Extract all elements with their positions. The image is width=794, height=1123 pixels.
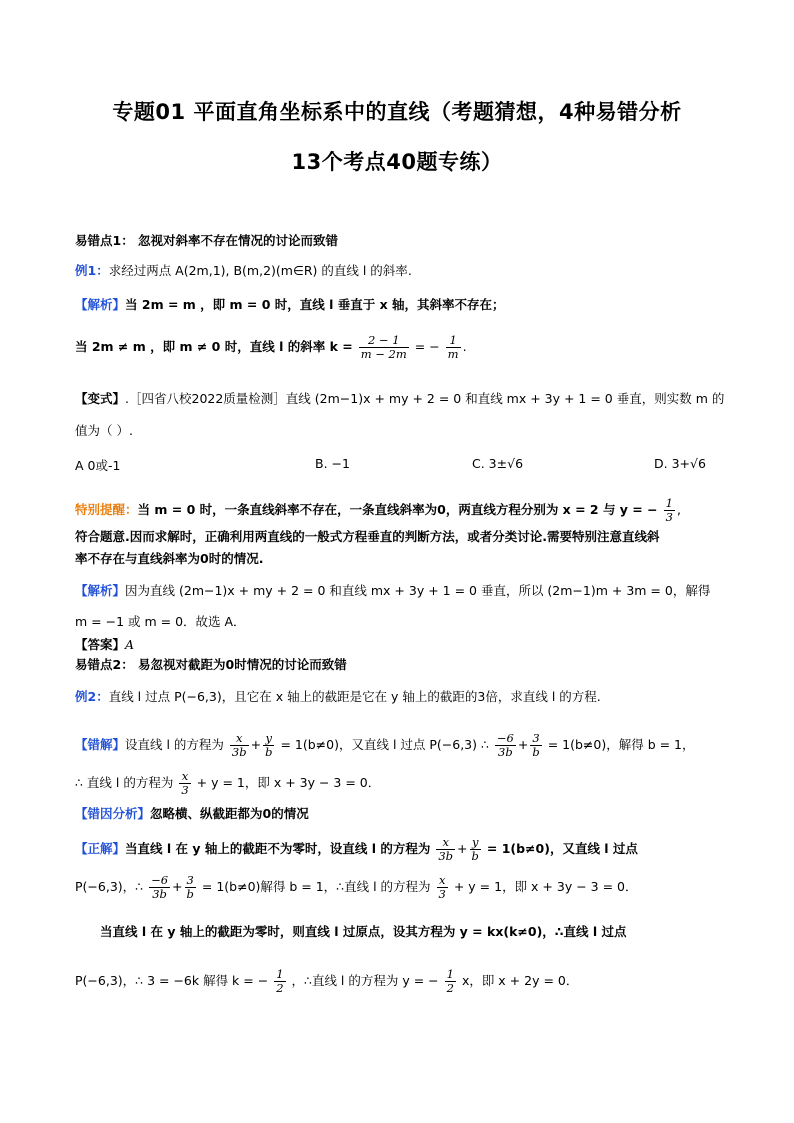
solution-1-label: 【解析】 [75, 297, 126, 312]
fraction: $\frac{3}{b}$ [532, 731, 540, 759]
solution-1-line-2: 当 2m ≠ m ，即 m ≠ 0 时，直线 l 的斜率 k = $\frac{2 - 1}{m - 2m}$ = − $\frac{1}{m}$ . [75, 333, 467, 361]
fraction: $\frac{x}{3b}$ [231, 731, 247, 759]
option-a: A 0或-1 [75, 458, 121, 473]
fraction: $\frac{1}{2}$ [446, 967, 454, 995]
fraction: $\frac{3}{b}$ [186, 873, 194, 901]
special-tip-line-1: 特别提醒：当 m = 0 时，一条直线斜率不存在，一条直线斜率为0，两直线方程分别为 x = 2 与 y = − $\frac{1}{3}$ , [75, 496, 681, 524]
solution-2-label: 【解析】 [75, 583, 126, 598]
correct-solution-line-3: 当直线 l 在 y 轴上的截距为零时，则直线 l 过原点，设其方程为 y = kx(k≠0)，∴直线 l 过点 [100, 924, 627, 939]
section-1-heading: 易错点1： 忽视对斜率不存在情况的讨论而致错 [75, 233, 339, 248]
fraction: $\frac{x}{3}$ [181, 769, 189, 797]
special-tip-label: 特别提醒： [75, 502, 138, 517]
fraction: $\frac{x}{3b}$ [438, 835, 454, 863]
example-2-label: 例2： [75, 689, 109, 704]
correct-solution-line-1: 【正解】当直线 l 在 y 轴上的截距不为零时，设直线 l 的方程为 $\frac{x}{3b}$ + $\frac{y}{b}$ = 1(b≠0)，又直线 l 过点 [75, 835, 638, 863]
option-d: D. 3+√6 [654, 456, 706, 471]
fraction: $\frac{y}{b}$ [471, 835, 479, 863]
page-title-line-1: 专题01 平面直角坐标系中的直线（考题猜想，4种易错分析 [112, 100, 682, 124]
error-cause: 【错因分析】忽略横、纵截距都为0的情况 [75, 806, 309, 821]
variant-label: 【变式】 [75, 391, 126, 406]
wrong-solution-label: 【错解】 [75, 737, 126, 752]
example-1 [75, 262, 412, 280]
wrong-solution-line-2: ∴ 直线 l 的方程为 $\frac{x}{3}$ + y = 1，即 x + 3y − 3 = 0． [75, 769, 381, 797]
example-2 [75, 688, 601, 706]
answer-label: 【答案】 [75, 637, 126, 652]
solution-2-line-2: m = −1 或 m = 0．故选 A． [75, 614, 246, 629]
fraction: $\frac{1}{2}$ [276, 967, 284, 995]
error-cause-label: 【错因分析】 [75, 806, 151, 821]
example-1-label: 例1： [75, 263, 109, 278]
fraction: $\frac{1}{m}$ [447, 333, 459, 361]
fraction: $\frac{-6}{3b}$ [496, 731, 514, 759]
fraction: $\frac{2 - 1}{m - 2m}$ [360, 333, 407, 361]
fraction: $\frac{1}{3}$ [665, 496, 673, 524]
wrong-solution-line-1: 【错解】设直线 l 的方程为 $\frac{x}{3b}$ + $\frac{y}{b}$ = 1(b≠0)，又直线 l 过点 P(−6,3) ∴ $\frac{-6}{3b}$ + $\frac{3}{b}$ = 1(b≠0)，解得 b = 1， [75, 731, 695, 759]
correct-solution-label: 【正解】 [75, 841, 126, 856]
answer-1 [75, 636, 134, 654]
example-2-text: 直线 l 过点 P(−6,3)，且它在 x 轴上的截距是它在 y 轴上的截距的3倍，求直线 l 的方程. [108, 689, 601, 704]
page-title-line-2: 13个考点40题专练） [291, 150, 503, 174]
solution-2-line-1: 【解析】因为直线 (2m−1)x + my + 2 = 0 和直线 mx + 3y + 1 = 0 垂直，所以 (2m−1)m + 3m = 0，解得 [75, 583, 711, 598]
answer-value: A [125, 637, 135, 652]
correct-solution-line-2: P(−6,3)，∴ $\frac{-6}{3b}$ + $\frac{3}{b}$ = 1(b≠0)解得 b = 1，∴直线 l 的方程为 $\frac{x}{3}$ + y = 1，即 x + 3y − 3 = 0． [75, 873, 638, 901]
example-1-text: 求经过两点 A(2m,1), B(m,2)(m∈R) 的直线 l 的斜率. [108, 263, 412, 278]
special-tip-line-3: 率不存在与直线斜率为0时的情况. [75, 551, 264, 566]
fraction: $\frac{-6}{3b}$ [151, 873, 169, 901]
option-b: B. −1 [315, 456, 350, 471]
option-c: C. 3±√6 [472, 456, 524, 471]
fraction: $\frac{x}{3}$ [438, 873, 446, 901]
solution-1-line-1: 【解析】当 2m = m ，即 m = 0 时，直线 l 垂直于 x 轴，其斜率不存在； [75, 297, 505, 312]
variant-question-line-2: 值为（ ）. [75, 423, 133, 438]
fraction: $\frac{y}{b}$ [265, 731, 273, 759]
section-2-heading: 易错点2： 易忽视对截距为0时情况的讨论而致错 [75, 657, 347, 672]
correct-solution-line-4: P(−6,3)，∴ 3 = −6k 解得 k = − $\frac{1}{2}$ ，∴直线 l 的方程为 y = − $\frac{1}{2}$ x，即 x + 2y = 0． [75, 967, 579, 995]
special-tip-line-2: 符合题意.因而求解时，正确利用两直线的一般式方程垂直的判断方法，或者分类讨论.需要特别注意直线斜 [75, 529, 660, 544]
variant-question: 【变式】.［四省八校2022质量检测］直线 (2m−1)x + my + 2 = 0 和直线 mx + 3y + 1 = 0 垂直，则实数 m 的 [75, 391, 725, 406]
